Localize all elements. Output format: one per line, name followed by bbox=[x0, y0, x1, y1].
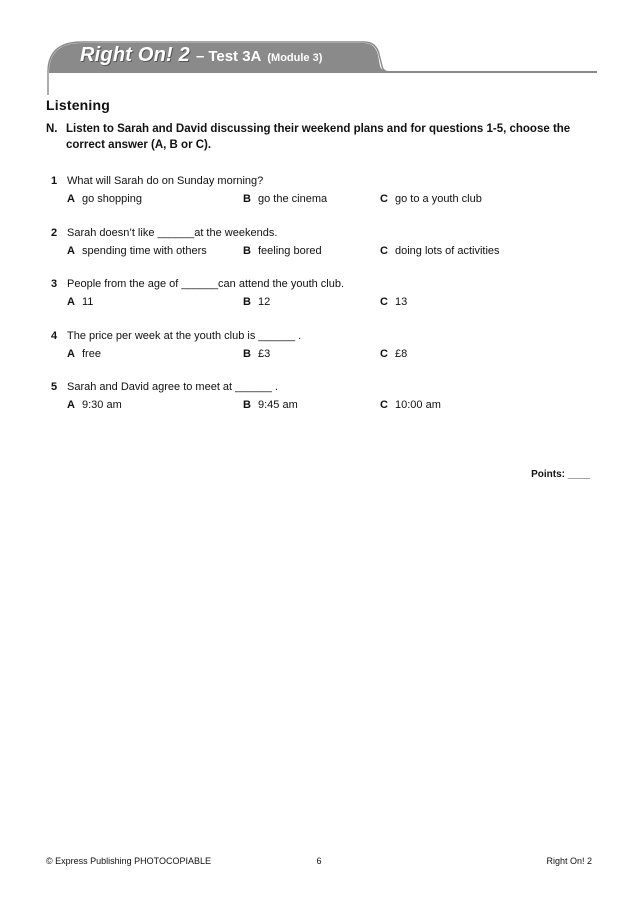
option-b[interactable]: B 12 bbox=[243, 296, 271, 308]
option-c[interactable]: C 13 bbox=[380, 296, 408, 308]
task-letter: N. bbox=[46, 123, 58, 135]
option-a[interactable]: A 9:30 am bbox=[67, 399, 122, 411]
question-5 bbox=[0, 381, 638, 415]
question-3 bbox=[0, 278, 638, 312]
points-field: Points: ____ bbox=[531, 469, 590, 480]
question-number: 5 bbox=[51, 381, 58, 393]
option-a[interactable]: A free bbox=[67, 348, 101, 360]
module-label: (Module 3) bbox=[267, 52, 323, 64]
question-stem: What will Sarah do on Sunday morning? bbox=[67, 175, 264, 187]
question-stem: Sarah doesn’t like ______at the weekends. bbox=[67, 227, 278, 239]
option-c[interactable]: C £8 bbox=[380, 348, 408, 360]
option-b[interactable]: B feeling bored bbox=[243, 245, 322, 257]
question-number: 3 bbox=[51, 278, 58, 290]
question-number: 1 bbox=[51, 175, 58, 187]
question-stem: Sarah and David agree to meet at ______ . bbox=[67, 381, 278, 393]
banner-underline bbox=[390, 71, 597, 73]
footer-page-number: 6 bbox=[316, 856, 322, 866]
task-text: Listen to Sarah and David discussing their weekend plans and for questions 1-5, choose the correct answer (A, B or C). bbox=[66, 123, 571, 151]
question-1 bbox=[0, 175, 638, 209]
option-a[interactable]: A 11 bbox=[67, 296, 94, 308]
option-a[interactable]: A spending time with others bbox=[67, 245, 207, 257]
question-stem: The price per week at the youth club is ______ . bbox=[67, 330, 302, 342]
title-dash: – bbox=[195, 48, 205, 65]
question-2 bbox=[0, 227, 638, 261]
option-c[interactable]: C 10:00 am bbox=[380, 399, 441, 411]
option-b[interactable]: B £3 bbox=[243, 348, 271, 360]
section-heading: Listening bbox=[46, 97, 111, 113]
page-title bbox=[80, 44, 322, 67]
footer-book-title: Right On! 2 bbox=[546, 856, 592, 866]
test-label: Test 3A bbox=[208, 48, 262, 65]
option-b[interactable]: B 9:45 am bbox=[243, 399, 298, 411]
question-4 bbox=[0, 330, 638, 364]
question-number: 4 bbox=[51, 330, 58, 342]
task-instruction bbox=[46, 121, 591, 153]
brand-logo-text: Right On! 2 bbox=[80, 44, 190, 66]
option-c[interactable]: C doing lots of activities bbox=[380, 245, 500, 257]
option-a[interactable]: A go shopping bbox=[67, 193, 142, 205]
question-stem: People from the age of ______can attend the youth club. bbox=[67, 278, 345, 290]
question-number: 2 bbox=[51, 227, 58, 239]
option-b[interactable]: B go the cinema bbox=[243, 193, 328, 205]
footer-copyright: © Express Publishing PHOTOCOPIABLE bbox=[46, 856, 212, 866]
option-c[interactable]: C go to a youth club bbox=[380, 193, 482, 205]
